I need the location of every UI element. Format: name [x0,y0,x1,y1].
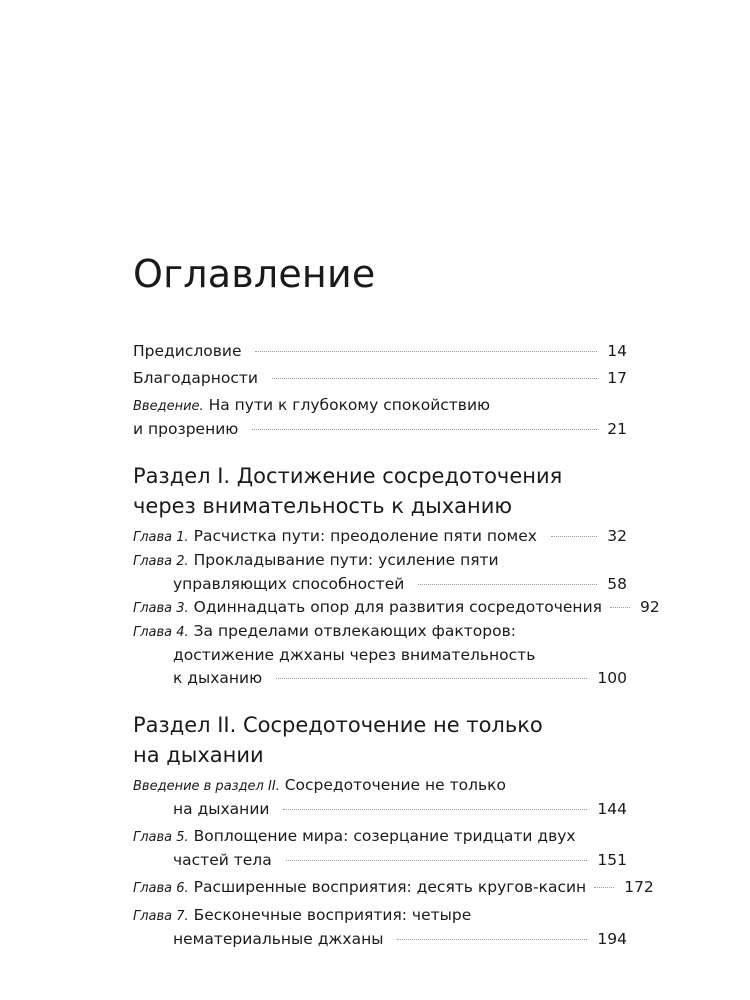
entry-prefix: Глава 5. [133,830,189,845]
section-title-line: Раздел II. Сосредоточение не только [133,713,543,737]
entry-label: Бесконечные восприятия: четыре [193,906,472,924]
entry-prefix: Глава 3. [133,601,189,616]
page-number: 144 [597,800,627,818]
toc-entry-preface[interactable] [133,340,627,363]
toc-entry-chapter-6[interactable] [133,876,654,900]
page-number: 92 [639,598,660,616]
section-1-heading[interactable] [133,461,627,521]
entry-label: На пути к глубокому спокойствию [208,396,491,414]
page-number: 32 [607,527,627,545]
dot-leader [551,536,597,537]
dot-leader [418,584,597,585]
entry-label-cont: частей тела [173,851,272,869]
entry-label: Расширенные восприятия: десять кругов-касин [193,878,587,896]
page-number: 14 [607,342,627,360]
toc-entry-chapter-7[interactable] [133,904,627,951]
dot-leader [397,939,587,940]
section-2-heading[interactable] [133,710,627,770]
toc-entry-introduction[interactable] [133,394,627,441]
page-number: 194 [597,930,627,948]
table-of-contents [133,340,660,951]
toc-entry-chapter-2[interactable] [133,549,627,596]
page-number: 17 [607,369,627,387]
toc-entry-chapter-3[interactable] [133,596,660,620]
entry-label: Предисловие [133,342,242,360]
entry-prefix: Глава 1. [133,530,189,545]
page-number: 100 [597,669,627,687]
dot-leader [610,607,630,608]
entry-label-cont: нематериальные джханы [173,930,384,948]
dot-leader [283,809,587,810]
page-title: Оглавление [133,252,376,296]
entry-prefix: Глава 2. [133,554,189,569]
entry-label-cont: и прозрению [133,420,239,438]
section-title-line: на дыхании [133,743,264,767]
entry-prefix: Введение. [133,399,204,414]
entry-label: Расчистка пути: преодоление пяти помех [193,527,537,545]
entry-prefix: Глава 7. [133,909,189,924]
dot-leader [276,678,587,679]
entry-label: Воплощение мира: созерцание тридцати двух [193,827,576,845]
entry-label: Одиннадцать опор для развития сосредоточения [193,598,602,616]
dot-leader [594,887,614,888]
entry-label: Прокладывание пути: усиление пяти [193,551,499,569]
entry-prefix: Введение в раздел II. [133,779,280,794]
page-number: 172 [624,878,654,896]
entry-label-cont: достижение джханы через внимательность [173,646,536,664]
entry-label-cont: на дыхании [173,800,270,818]
entry-label: Благодарности [133,369,258,387]
entry-prefix: Глава 6. [133,881,189,896]
section-title-line: через внимательность к дыханию [133,494,513,518]
page-number: 21 [607,420,627,438]
dot-leader [272,378,597,379]
entry-label: Сосредоточение не только [284,776,507,794]
page-number: 151 [597,851,627,869]
dot-leader [286,860,588,861]
toc-entry-section-2-intro[interactable] [133,774,627,821]
dot-leader [255,351,597,352]
entry-label: За пределами отвлекающих факторов: [193,622,516,640]
page-number: 58 [607,575,627,593]
toc-entry-chapter-4[interactable] [133,620,627,690]
toc-entry-chapter-1[interactable] [133,525,627,549]
section-title-line: Раздел I. Достижение сосредоточения [133,464,563,488]
dot-leader [252,429,597,430]
entry-label-cont: к дыханию [173,669,263,687]
toc-entry-chapter-5[interactable] [133,825,627,872]
entry-prefix: Глава 4. [133,625,189,640]
entry-first-line [133,394,627,418]
entry-label-cont: управляющих способностей [173,575,405,593]
toc-entry-acknowledgements[interactable] [133,367,627,390]
